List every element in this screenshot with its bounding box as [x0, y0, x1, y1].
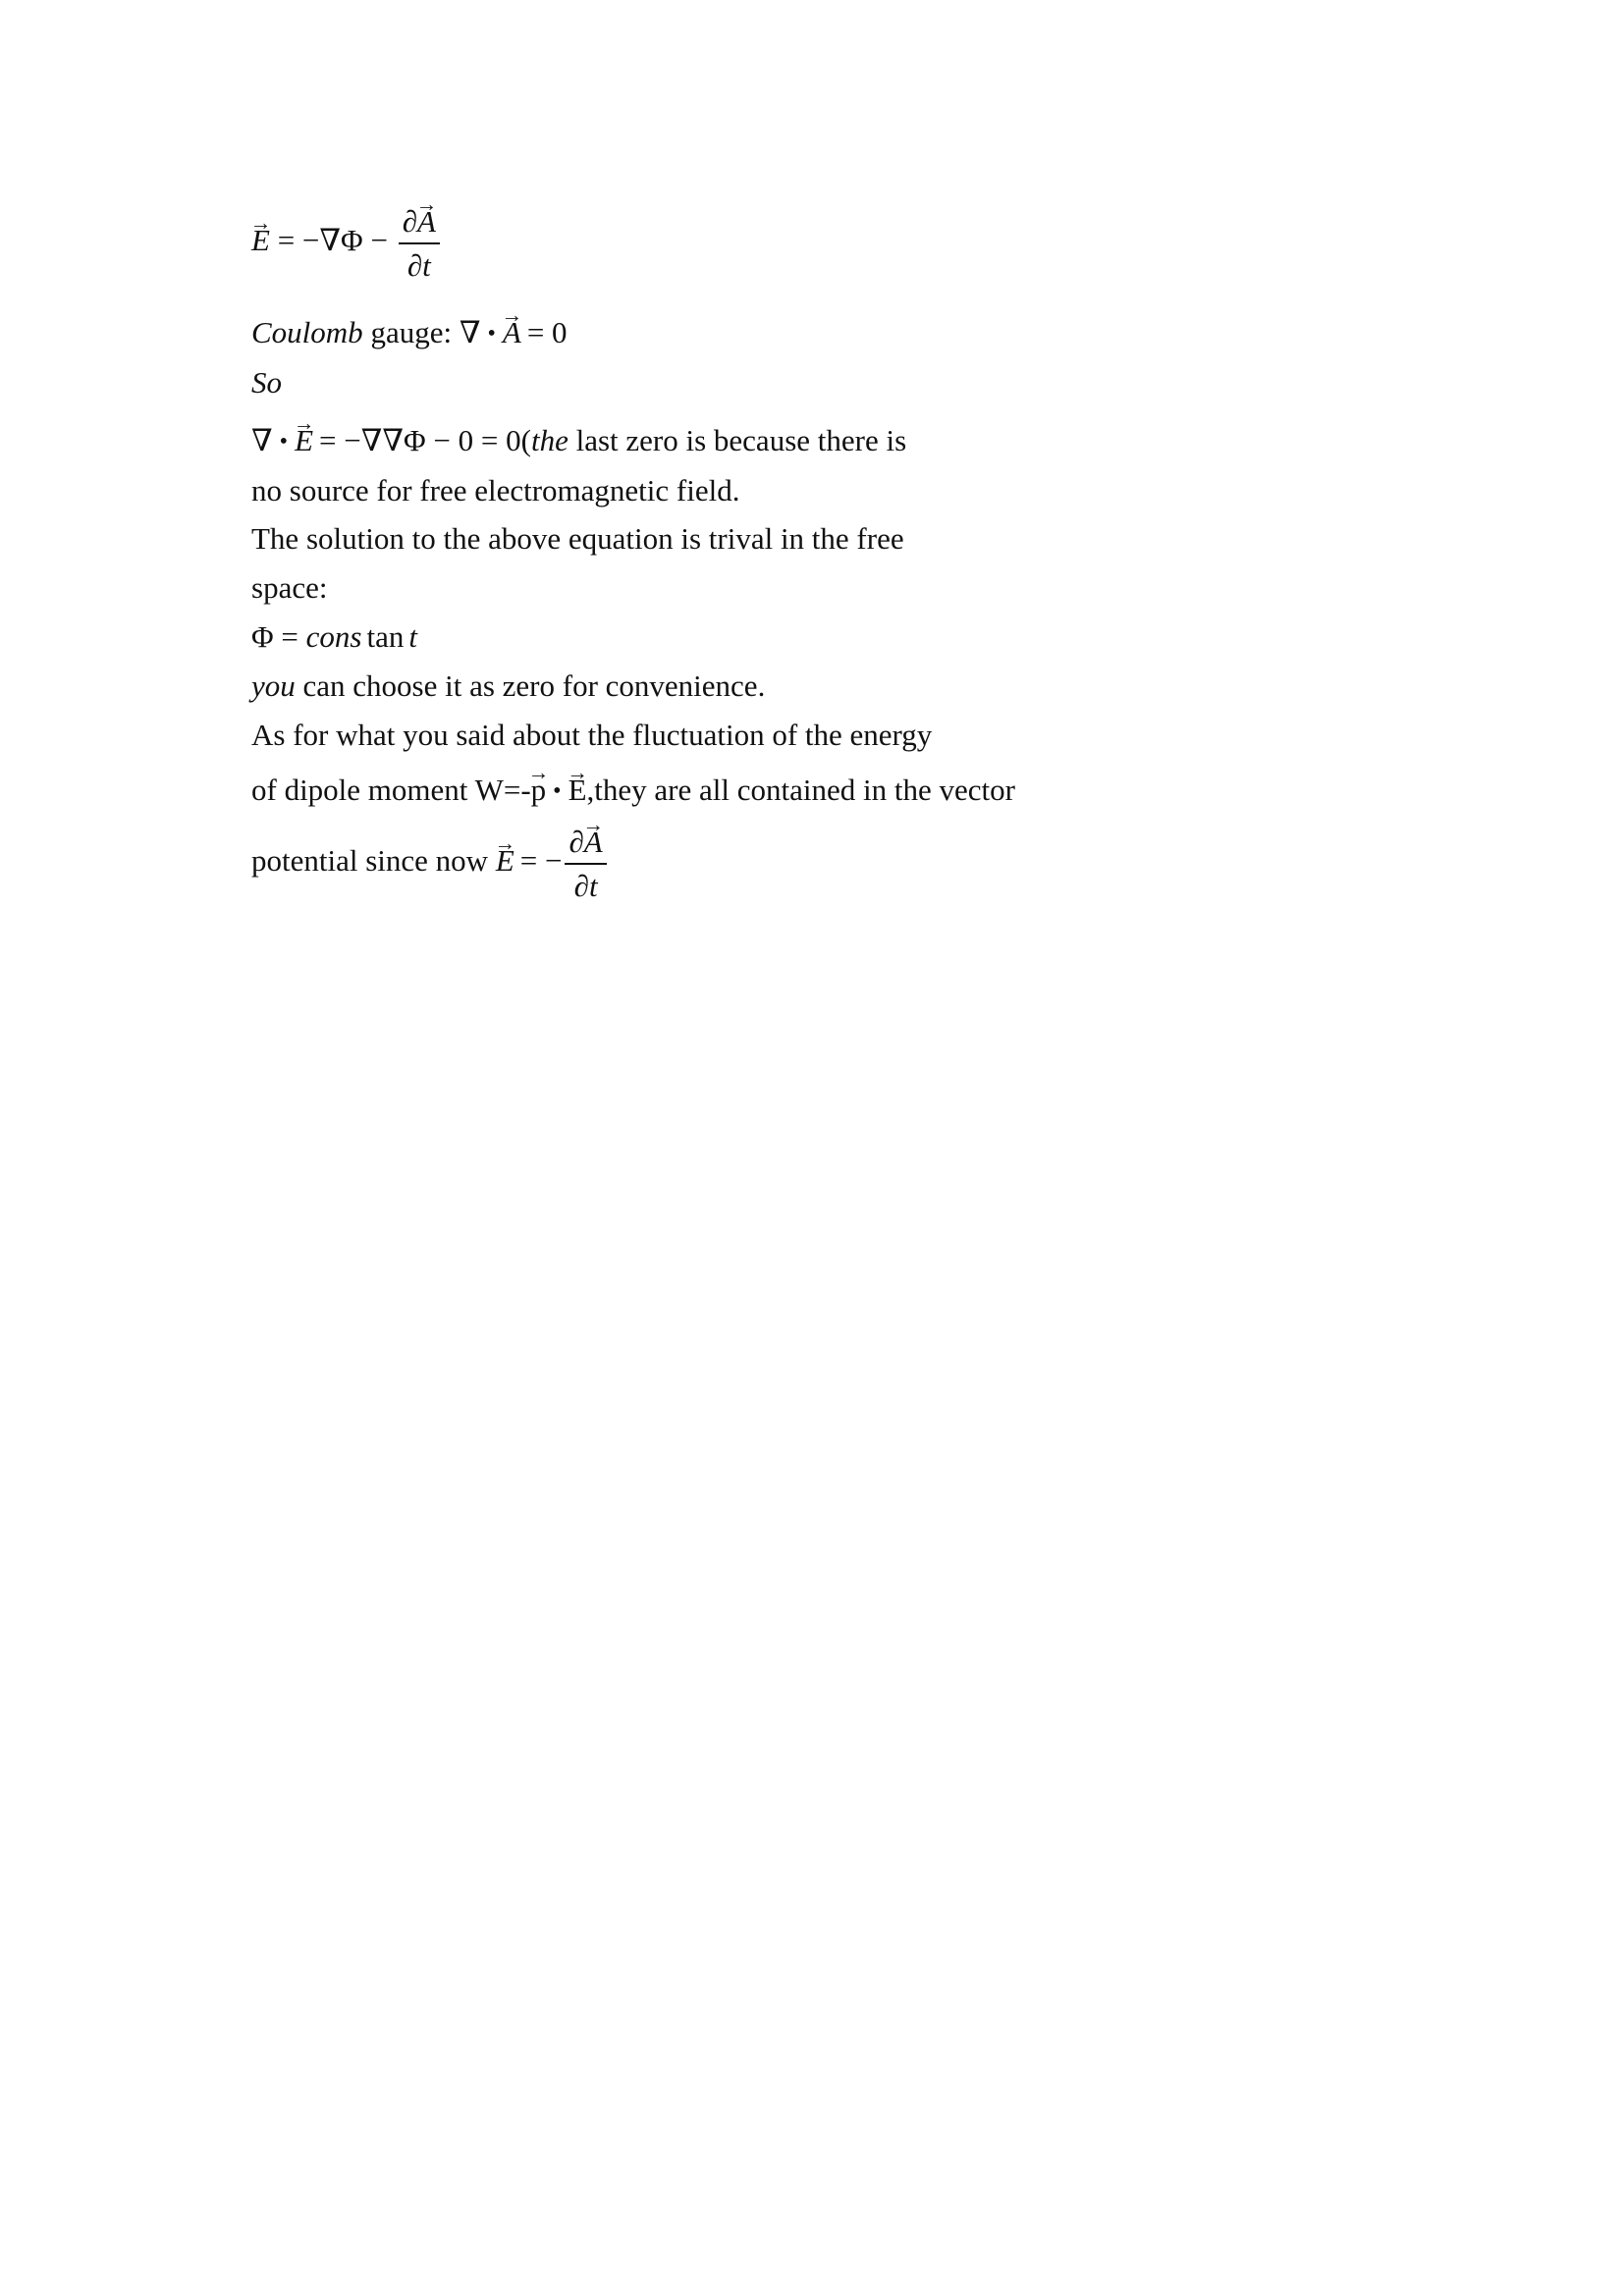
divergence-line — [251, 425, 906, 455]
dipole-post: ,they are all contained in the vector — [586, 773, 1015, 807]
dot-operator: • — [279, 429, 289, 454]
nabla-symbol: ∇ — [459, 315, 481, 349]
vector-E: → E — [568, 774, 587, 805]
dot-operator: • — [487, 321, 496, 347]
gauge-label: gauge: — [362, 315, 460, 349]
you-tail: can choose it as zero for convenience. — [295, 668, 766, 703]
so-line: So — [251, 365, 282, 400]
no-source-line: no source for free electromagnetic field. — [251, 473, 740, 507]
dipole-pre: of dipole moment W=- — [251, 773, 531, 807]
fraction-dA-dt — [399, 206, 440, 281]
coulomb-word: Coulomb — [251, 315, 363, 349]
vector-E: → E — [251, 225, 270, 255]
you-word: you — [251, 668, 296, 703]
fraction-numerator — [565, 827, 606, 865]
you-line — [251, 670, 765, 701]
equation-electric-field — [251, 206, 443, 281]
tan-word: tan — [366, 619, 405, 654]
vector-E: → E — [496, 845, 514, 876]
coulomb-gauge-line — [251, 317, 573, 347]
vector-p: → p — [531, 774, 547, 805]
dipole-line — [251, 774, 1015, 805]
fraction-numerator — [399, 206, 440, 244]
space-line: space: — [251, 570, 328, 605]
constant-line — [251, 621, 417, 652]
partial-symbol: ∂ — [568, 825, 584, 859]
vector-A: → A — [584, 827, 603, 857]
fraction-denominator: ∂t — [406, 248, 431, 283]
partial-symbol: ∂ — [402, 204, 418, 239]
potential-pre: potential since now — [251, 843, 496, 879]
fraction-denominator: ∂t — [573, 869, 598, 903]
fraction-dA-dt — [565, 827, 606, 901]
t-letter: t — [408, 619, 417, 654]
cons-word: cons — [305, 619, 362, 654]
solution-line: The solution to the above equation is trival in the free — [251, 521, 904, 556]
vector-A: → A — [417, 206, 436, 237]
the-word: the — [530, 423, 568, 457]
divergence-rhs: = −∇∇Φ − 0 = 0( — [319, 423, 531, 457]
nabla-symbol: ∇ — [251, 423, 273, 457]
equals-zero: = 0 — [526, 315, 568, 349]
vector-A: → A — [503, 317, 521, 347]
as-for-line: As for what you said about the fluctuation of the energy — [251, 718, 933, 752]
equation-rhs: = −∇Φ − — [277, 223, 388, 258]
phi-equals: Φ = — [251, 619, 306, 654]
divergence-tail: last zero is because there is — [568, 423, 907, 457]
vector-E: → E — [295, 425, 313, 455]
potential-line — [251, 827, 610, 901]
dot-operator: • — [553, 778, 562, 804]
equals-minus: = − — [519, 843, 563, 879]
